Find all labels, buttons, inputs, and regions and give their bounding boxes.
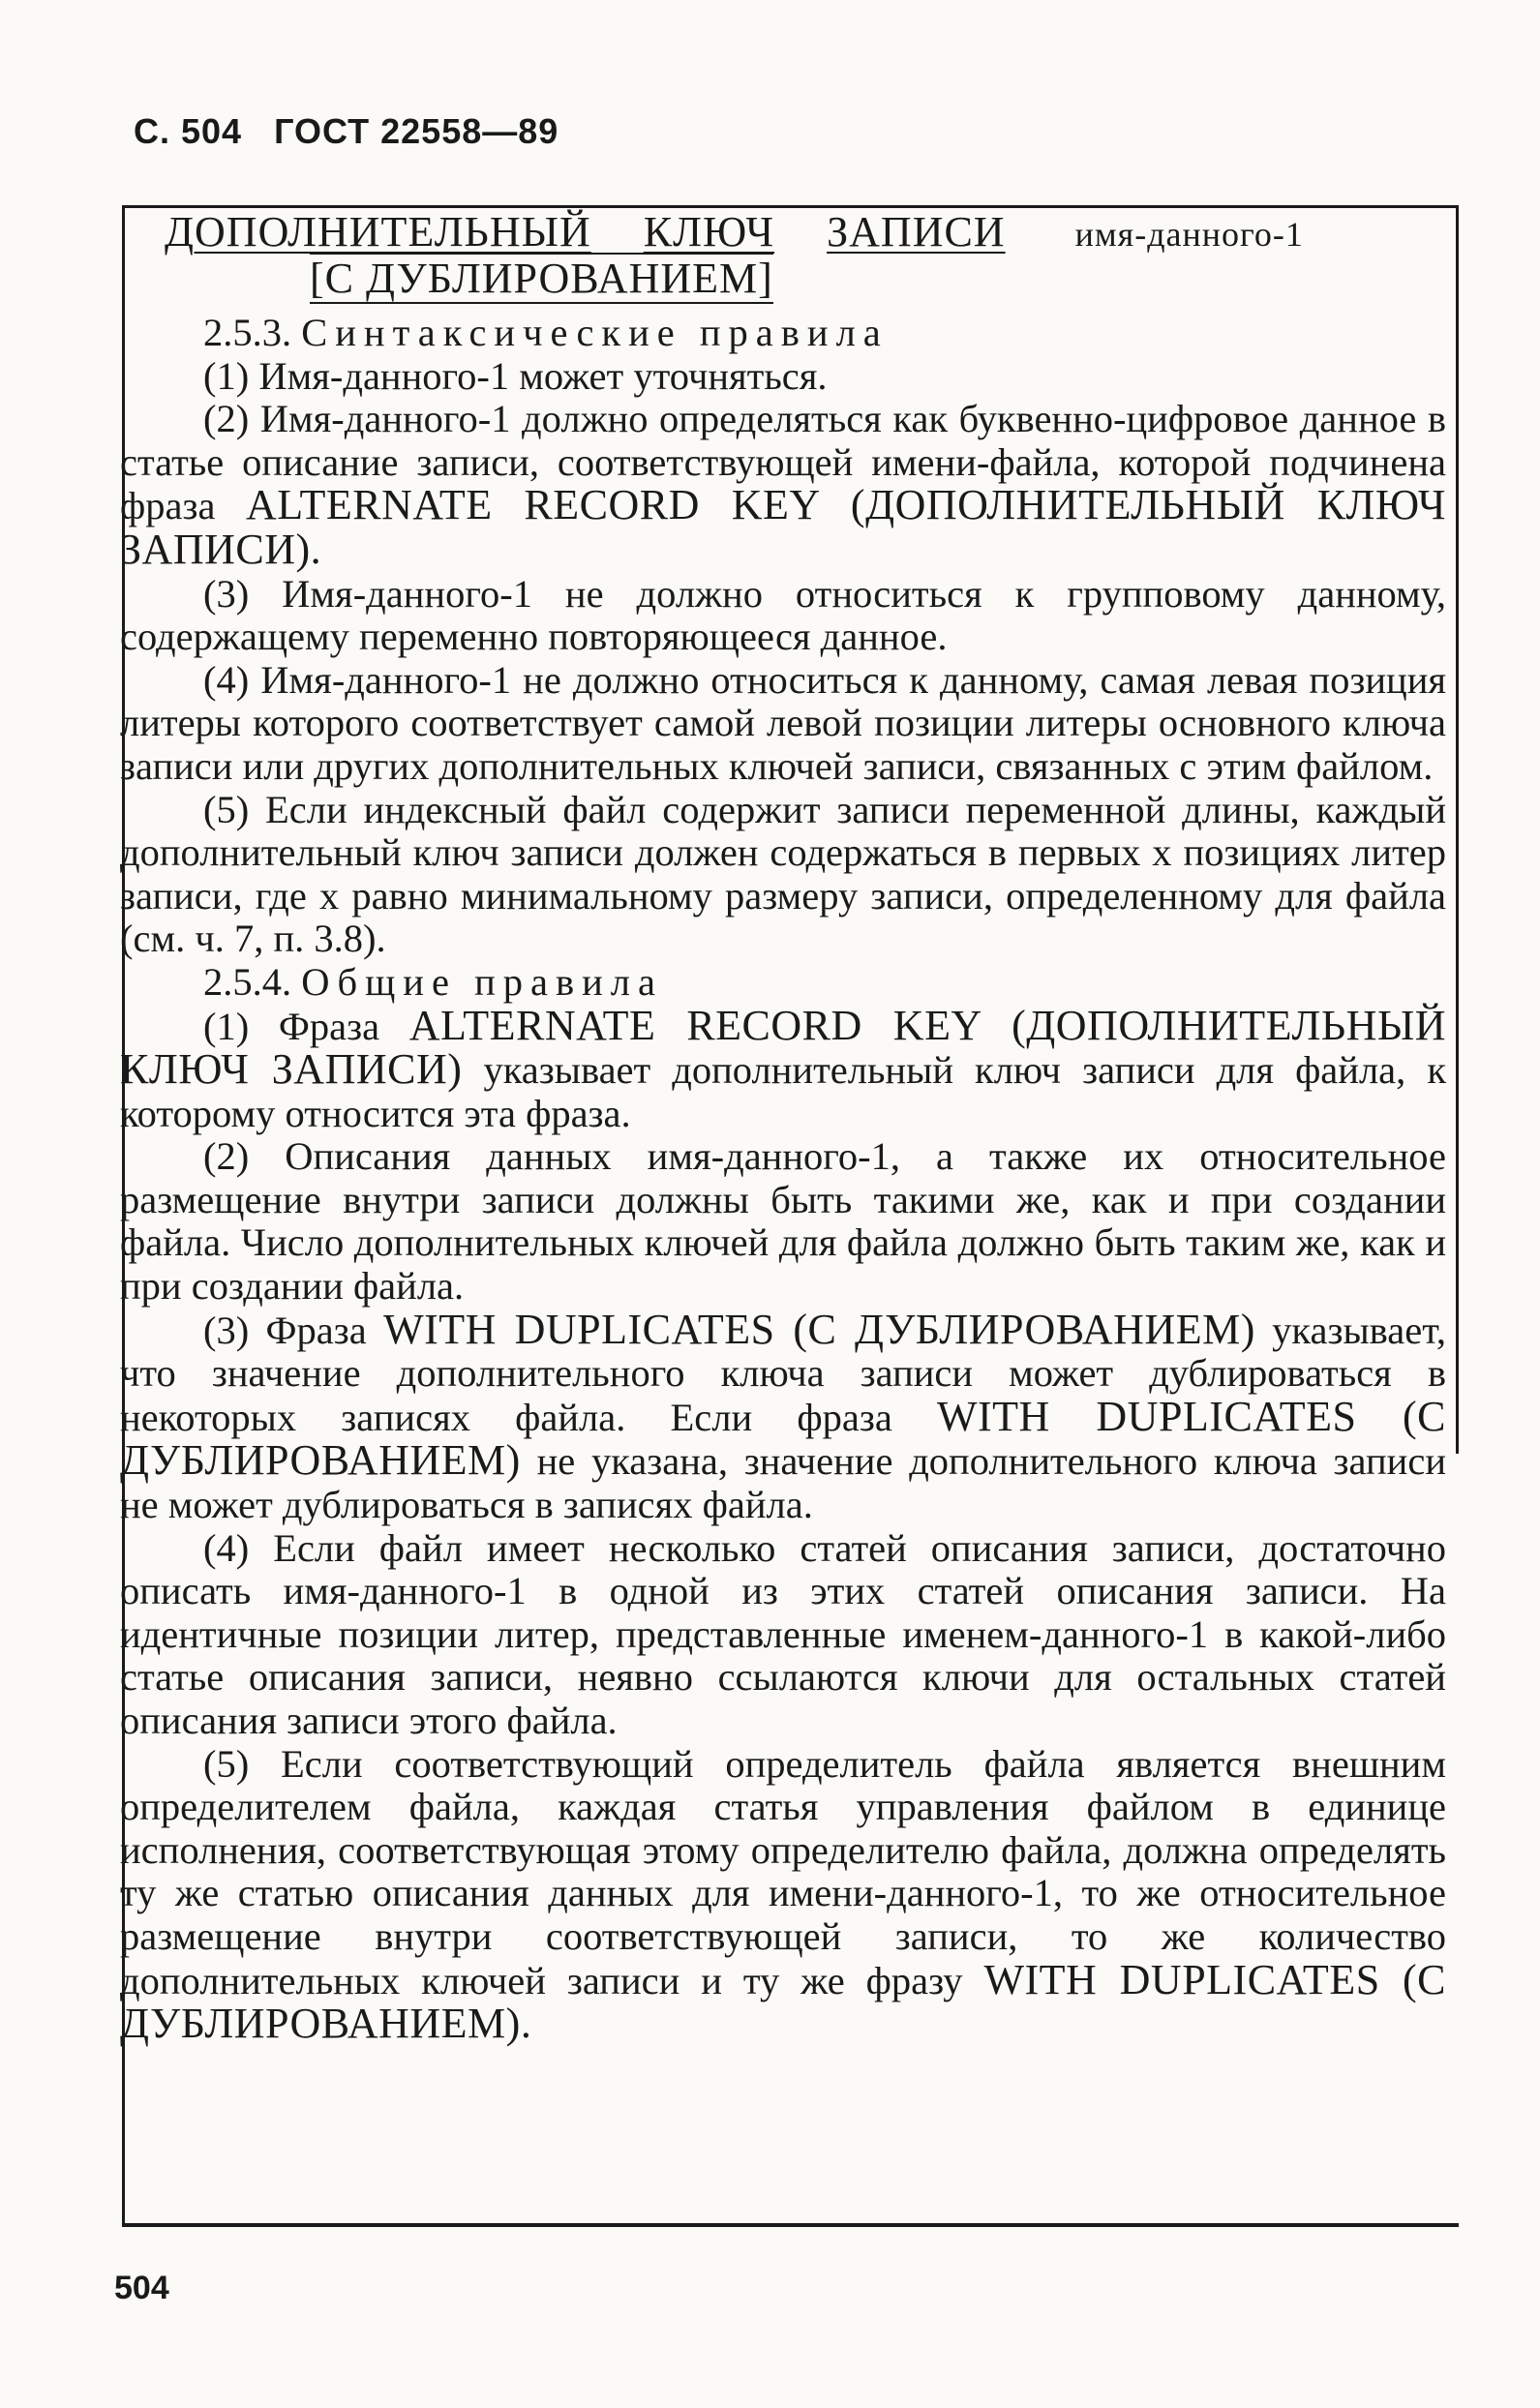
rule-text: указывает дополнительный ключ записи для файла, к которому относится эта фраза. [120, 1048, 1447, 1135]
rule-paragraph: (2) Описания данных имя-данного-1, а также их относительное размещение внутри записи должны быть такими же, как и при создании файла. Число дополнительных ключей для файла должно быть таким же, как и при создании файла. [120, 1134, 1446, 1309]
syntax-word-3: ЗАПИСИ [827, 208, 1006, 256]
rule-text: (2) Имя-данного-1 должно определяться как буквенно-цифровое данное в статье описание записи, соответствующей имени-файла, которой подчинена фраза [120, 397, 1446, 528]
section-heading-253 [120, 312, 1446, 355]
main-content [120, 209, 1446, 2047]
rule-paragraph [120, 398, 1446, 572]
rule-text: (3) Фраза [203, 1308, 384, 1352]
rule-keyword: WITH DUPLICATES (С ДУБЛИРОВАНИЕМ). [120, 1955, 1446, 2048]
rule-keyword: WITH DUPLICATES (С ДУБЛИРОВАНИЕМ) [120, 1392, 1447, 1485]
syntax-format-line [120, 209, 1446, 257]
page-label: С. 504 [134, 111, 243, 151]
rule-paragraph: (4) Имя-данного-1 не должно относиться к данному, самая левая позиция литеры которого соответствует самой левой позиции литеры основного ключа записи или других дополнительных ключей записи, связанных с этим файлом. [120, 657, 1446, 788]
syntax-parameter: имя-данного-1 [1074, 215, 1304, 254]
syntax-word-2: КЛЮЧ [643, 208, 775, 256]
rule-text: указывает, что значение дополнительного ключа записи может дублироваться в некоторых записях файла. Если фраза [120, 1308, 1446, 1439]
rule-paragraph [120, 1743, 1446, 2047]
rule-paragraph: (5) Если индексный файл содержит записи переменной длины, каждый дополнительный ключ записи должен содержаться в первых x позициях литер записи, где x равно минимальному размеру записи, определенному для файла (см. ч. 7, п. 3.8). [120, 787, 1446, 961]
standard-number: ГОСТ 22558—89 [274, 111, 559, 151]
section-number: 2.5.3. [203, 311, 292, 354]
rule-paragraph: (4) Если файл имеет несколько статей описания записи, достаточно описать имя-данного-1 в одной из этих статей описания записи. На идентичные позиции литер, представленные именем-данного-1 в какой-либо статье описания записи, неявно ссылаются ключи для остальных статей описания записи этого файла. [120, 1525, 1446, 1742]
rule-paragraph: (1) Имя-данного-1 может уточняться. [203, 353, 828, 398]
syntax-word-1: ДОПОЛНИТЕЛЬНЫЙ [165, 208, 591, 256]
page-number: 504 [114, 2270, 169, 2306]
rule-keyword: ALTERNATE RECORD KEY (ДОПОЛНИТЕЛЬНЫЙ КЛЮЧ ЗАПИСИ) [120, 1001, 1447, 1094]
rule-keyword: WITH DUPLICATES (С ДУБЛИРОВАНИЕМ) [383, 1305, 1255, 1353]
syntax-optional: [С ДУБЛИРОВАНИЕМ] [310, 255, 773, 302]
rule-paragraph: (3) Имя-данного-1 не должно относиться к групповому данному, содержащему переменно повторяющееся данное. [120, 571, 1446, 659]
rule-text: (5) Если соответствующий определитель файла является внешним определителем файла, каждая статья управления файлом в единице исполнения, соответствующая этому определителю файла, должна определять ту же статью описания данных для имени-данного-1, то же относительное размещение внутри соответствующей записи, то же количество дополнительных ключей записи и ту же фразу [120, 1741, 1446, 2002]
syntax-optional-line [120, 256, 1446, 302]
rule-text: (1) Фраза [203, 1004, 409, 1048]
section-heading-254 [120, 961, 1446, 1005]
rule-keyword: ALTERNATE RECORD KEY (ДОПОЛНИТЕЛЬНЫЙ КЛЮЧ ЗАПИСИ). [120, 481, 1447, 573]
rule-paragraph [120, 1001, 1447, 1136]
section-number: 2.5.4. [203, 959, 292, 1004]
page-header [134, 111, 580, 152]
section-title: Синтаксические правила [301, 311, 889, 354]
content-frame-right-rule [1456, 205, 1459, 1454]
rule-paragraph [120, 1305, 1447, 1527]
rule-text: не указана, значение дополнительного ключа записи не может дублироваться в записях файла. [120, 1439, 1446, 1527]
section-title: Общие правила [301, 959, 663, 1004]
